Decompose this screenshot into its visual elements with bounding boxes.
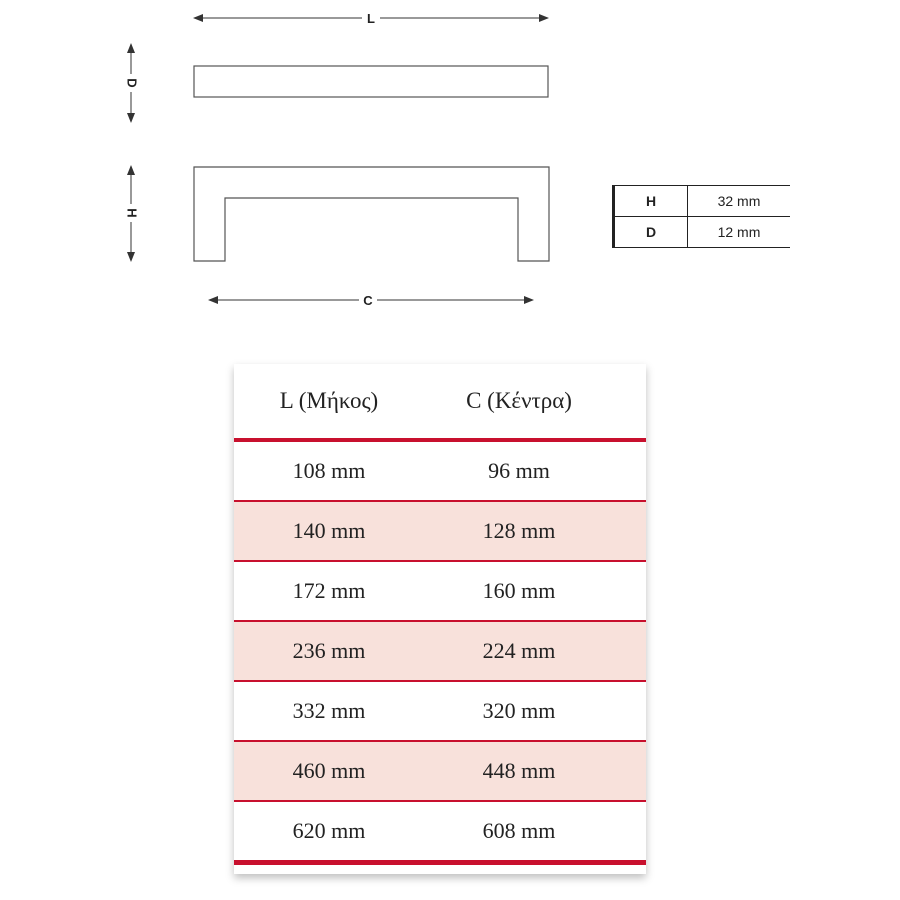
- header-spacer: [614, 364, 646, 440]
- sizes-table: [234, 364, 646, 865]
- center-cell: 608 mm: [424, 801, 614, 863]
- center-cell: 128 mm: [424, 501, 614, 561]
- length-cell: 172 mm: [234, 561, 424, 621]
- spec-table: [612, 185, 790, 248]
- handle-top-view: [194, 66, 548, 97]
- depth-dimension: [123, 44, 140, 122]
- spacer-cell: [614, 741, 646, 801]
- length-cell: 140 mm: [234, 501, 424, 561]
- table-row: [234, 501, 646, 561]
- length-dimension: [194, 10, 548, 26]
- handle-front-view: [194, 167, 549, 261]
- table-row: [234, 621, 646, 681]
- height-label: H: [124, 208, 140, 218]
- length-label: L: [367, 11, 375, 26]
- spec-key: D: [614, 217, 688, 248]
- center-cell: 96 mm: [424, 440, 614, 501]
- spec-row-height: [614, 186, 791, 217]
- center-label: C: [363, 293, 373, 308]
- table-row: [234, 681, 646, 741]
- center-cell: 224 mm: [424, 621, 614, 681]
- length-cell: 108 mm: [234, 440, 424, 501]
- spec-key: H: [614, 186, 688, 217]
- table-row: [234, 741, 646, 801]
- spacer-cell: [614, 440, 646, 501]
- length-cell: 236 mm: [234, 621, 424, 681]
- header-center: C (Κέντρα): [424, 364, 614, 440]
- length-cell: 332 mm: [234, 681, 424, 741]
- spec-row-depth: [614, 217, 791, 248]
- height-dimension: [123, 166, 140, 261]
- table-row: [234, 801, 646, 863]
- length-cell: 460 mm: [234, 741, 424, 801]
- spacer-cell: [614, 621, 646, 681]
- spacer-cell: [614, 501, 646, 561]
- spacer-cell: [614, 561, 646, 621]
- header-length: L (Μήκος): [234, 364, 424, 440]
- sizes-table-panel: [234, 364, 646, 874]
- length-cell: 620 mm: [234, 801, 424, 863]
- center-cell: 448 mm: [424, 741, 614, 801]
- handle-technical-drawing: [0, 0, 900, 340]
- spacer-cell: [614, 801, 646, 863]
- sizes-header-row: [234, 364, 646, 440]
- center-dimension: [209, 292, 533, 308]
- table-row: [234, 440, 646, 501]
- center-cell: 320 mm: [424, 681, 614, 741]
- spec-value: 32 mm: [688, 186, 791, 217]
- spacer-cell: [614, 681, 646, 741]
- table-row: [234, 561, 646, 621]
- depth-label: D: [124, 78, 140, 88]
- center-cell: 160 mm: [424, 561, 614, 621]
- spec-value: 12 mm: [688, 217, 791, 248]
